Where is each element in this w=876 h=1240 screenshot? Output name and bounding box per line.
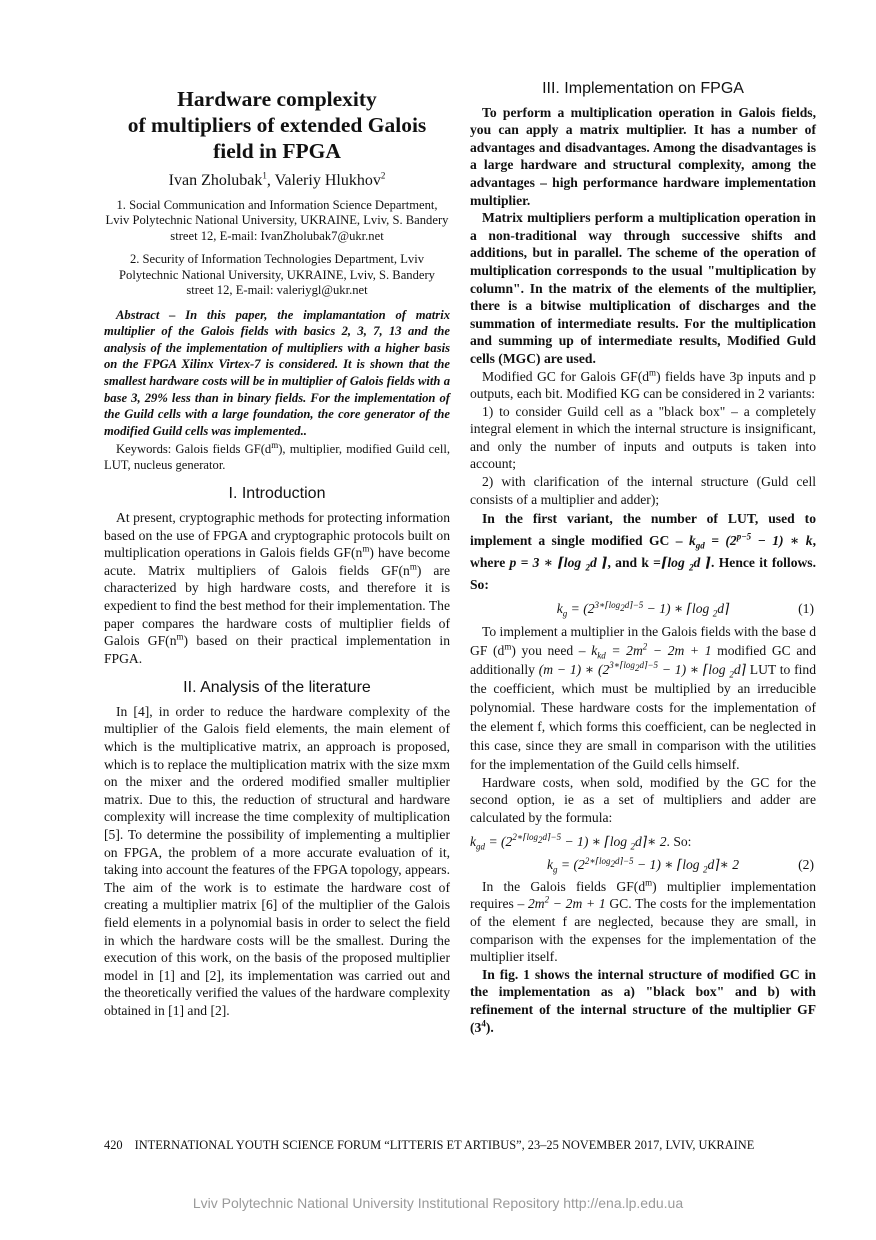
impl-paragraph-4: 1) to consider Guild cell as a "black box" – a completely integral element in which the internal structure is insignificant, and only the number of inputs and outputs is taken into account; <box>470 403 816 472</box>
repository-watermark: Lviv Polytechnic National University Institutional Repository http://ena.lp.edu.ua <box>192 1195 684 1211</box>
keywords-text: Keywords: Galois fields GF(d <box>116 442 272 457</box>
sup: m <box>176 631 184 642</box>
author-sup: 1 <box>262 170 267 181</box>
equation-1 <box>470 600 816 618</box>
text: modified <box>717 642 767 658</box>
author-sup: 2 <box>380 170 386 181</box>
text: GC. The costs for the implementation of the element f are neglected, because they are small, in comparison with the expenses for the implementation of the multiplier itself. <box>470 896 816 965</box>
text: , where <box>470 533 816 571</box>
impl-paragraph-5: 2) with clarification of the internal structure (Guld cell consists of a multiplier and adder); <box>470 474 816 507</box>
footer-text: INTERNATIONAL YOUTH SCIENCE FORUM “LITTERIS ET ARTIBUS”, 23–25 NOVEMBER 2017, LVIV, UKRAINE <box>134 1138 755 1152</box>
keywords-text: ), multiplier, modified Guild cell, LUT, nucleus generator. <box>104 442 450 473</box>
text: . So: <box>666 833 692 849</box>
analysis-paragraph: In [4], in order to reduce the hardware complexity of the multiplier of the Galois field elements, the main element of which is the multiplicative matrix, an approach is proposed, which is to replace the multiplication matrix with the size mxm on the mixer and the ordered modified smaller multiplier matrix. Due to this, the reduction of structural and hardware complexity will increase the time complexity of multiplication [5]. To determine the possibility of implementing a multiplier on FPGA, the problem of a more accurate evaluation of it, taking into account the features of the FPGA topology, appears. The aim of the work is to estimate the hardware cost of creating a multiplier matrix [6] of the multiplier of the Galois field elements in a polynomial basis in order to select the field in which the hardware costs will be the smallest. During the execution of this work, on the basis of the proposed multiplier model in [1] and [2], its implementation was carried out and the theoretically verified the values of the hardware complexity obtained in [1] and [2]. <box>104 703 450 1018</box>
impl-paragraph-2: Matrix multipliers perform a multiplication operation in a non-traditional way through successive shifts and additions, but in parallel. The scheme of the operation of multiplication corresponds to the usual "multiplication by column". In the matrix of the elements of the multiplier, there is a bitwise multiplication of discharges and the summation of intermediate results. For the multiplication and summing up of intermediate results, Modified Guld cells (MGC) are used. <box>470 210 816 366</box>
section-heading-introduction: I. Introduction <box>228 485 326 503</box>
left-column <box>104 80 450 1020</box>
text: ) you need – <box>511 642 586 658</box>
impl-paragraph-3 <box>470 368 816 403</box>
sup: m <box>645 877 653 888</box>
sup: 4 <box>481 1018 486 1029</box>
formula-kgd-2: $k_{gd} = (2^{2∗⌈log_2d⌉-5} - 1)$ ∗ ⌈log $_2$d⌉∗ 2 <box>470 832 667 852</box>
text: ) multiplier implementation requires – <box>470 878 816 912</box>
impl-paragraph-7 <box>470 622 816 774</box>
abstract-label: Abstract – <box>116 307 176 322</box>
section-heading-implementation: III. Implementation on FPGA <box>542 80 744 97</box>
impl-paragraph-9 <box>470 878 816 966</box>
text: Modified GC for Galois GF(d <box>482 368 650 384</box>
paper-title <box>104 86 450 164</box>
sup: m <box>504 641 512 652</box>
title-line: of multipliers of extended Galois <box>127 113 427 137</box>
impl-paragraph-8 <box>470 774 816 827</box>
formula-kg: $k_g = (2^{3∗⌈log_2d⌉-5} - 1)$ ∗ ⌈log $_2$d⌉ <box>556 599 730 619</box>
formula-p: p = 3 ∗ ⌈log $_2$d ⌉ <box>509 555 608 573</box>
equation-number: (2) <box>798 857 814 873</box>
text: In the first variant, the number of LUT, used to implement a single modified GC – <box>470 511 816 549</box>
formula-kkd: $k_{kd} = 2m^2 - 2m + 1$ <box>591 641 712 661</box>
affiliation-2: 2. Security of Information Technologies Department, Lviv Polytechnic National University, UKRAINE, Lviv, S. Bandery street 12, E-mail: valeriygl@ukr.net <box>119 252 435 298</box>
impl-paragraph-1: To perform a multiplication operation in Galois fields, you can apply a matrix multiplier. It has a number of advantages and disadvantages. Among the disadvantages is a large hardware and structural complexity, among the advantages – high performance hardware implementation multiplier. <box>470 104 816 208</box>
section-heading-analysis: II. Analysis of the literature <box>183 679 371 697</box>
impl-paragraph-6 <box>470 508 816 596</box>
formula-kgd: $k_{gd} = (2^{p-5} - 1)$ ∗ k <box>689 531 813 551</box>
text: LUT to find the coefficient, which must be multiplied by an irreducible polynomial. These hardware costs for the implementation of the element f, which forms this coefficient, can be neglected in this case, since they are small in comparison with the utilities for the implementation of the Guild cells himself. <box>470 661 817 772</box>
text: At present, cryptographic methods for protecting information based on the use of FPGA and cryptographic protocols built on multiplication operations in Galois fields GF(n <box>104 509 450 561</box>
abstract <box>104 307 450 440</box>
impl-paragraph-8b <box>470 833 816 851</box>
text: In fig. 1 shows the internal structure of modified GC in the implementation as a) "black box" and b) with refinement of the internal structure of the multiplier GF (3 <box>470 966 816 1035</box>
impl-paragraph-10 <box>470 966 816 1036</box>
text: ) are characterized by high hardware costs, and therefore it is expedient to find the best method for their implementation. The paper compares the hardware costs of multiplier fields of Galois GF(n <box>104 562 450 649</box>
formula-k: ⌈log $_2$d ⌉ <box>660 555 712 573</box>
sup: m <box>409 561 417 572</box>
title-line: field in FPGA <box>213 139 341 163</box>
right-column <box>470 80 816 1036</box>
affiliation-1: 1. Social Communication and Information Science Department, Lviv Polytechnic National University, UKRAINE, Lviv, S. Bandery street 12, E-mail: IvanZholubak7@ukr.net <box>105 197 449 243</box>
text: , and k = <box>607 555 661 571</box>
text: Hardware costs, when sold, modified by the GC for the second option, ie as a set of multipliers and adder are calculated by the formula: <box>470 774 816 826</box>
text: ) based on their practical implementation in FPGA. <box>104 633 450 666</box>
formula-gc-count: $2m^2 - 2m + 1$ <box>527 894 606 912</box>
text: ) fields have 3p inputs and p outputs, each bit. Modified KG can be considered in 2 variants: <box>470 368 816 402</box>
text: ). <box>485 1019 494 1035</box>
authors <box>104 172 450 190</box>
author-name: Valeriy Hlukhov <box>274 172 381 189</box>
author-name: Ivan Zholubak <box>168 172 263 189</box>
text: . Hence it follows. So: <box>470 555 816 593</box>
author-separator: , <box>266 172 275 189</box>
sup: m <box>362 543 370 554</box>
keywords-sup: m <box>271 440 279 451</box>
formula-kg-2: $k_g = (2^{2∗⌈log_2d⌉-5} - 1)$ ∗ ⌈log $_2$d⌉∗ 2 <box>546 855 740 875</box>
page-number: 420 <box>104 1138 123 1152</box>
text: ) have become acute. Matrix multipliers of Galois fields GF(n <box>104 545 450 578</box>
title-line: Hardware complexity <box>177 87 377 111</box>
equation-2 <box>470 856 816 874</box>
intro-paragraph <box>104 509 450 667</box>
page-footer <box>104 1138 754 1153</box>
text: To implement a multiplier in the Galois fields with the base d GF (d <box>470 623 816 658</box>
formula-lut: (m − 1) ∗ $(2^{3∗⌈log_2d⌉-5} - 1)$ ∗ ⌈log $_2$d⌉ <box>538 660 746 680</box>
equation-number: (1) <box>798 601 814 617</box>
keywords <box>104 441 450 473</box>
abstract-text: In this paper, the implamantation of matrix multiplier of the Galois fields with basics 2, 3, 7, 13 and the analysis of the implementation of multipliers with a higher basis on the FPGA Xilinx Virtex-7 is considered. It is shown that the smallest hardware costs will be in multiplier of Galois fields with a base 3, 29% less than in binary fields. For the implementation of the Guild cells with a large foundation, the core generator of the modified Guild cells was implemented.. <box>104 307 450 438</box>
sup: m <box>649 366 657 377</box>
text: In the Galois fields GF(d <box>482 878 646 894</box>
text: GC and additionally <box>470 642 816 677</box>
